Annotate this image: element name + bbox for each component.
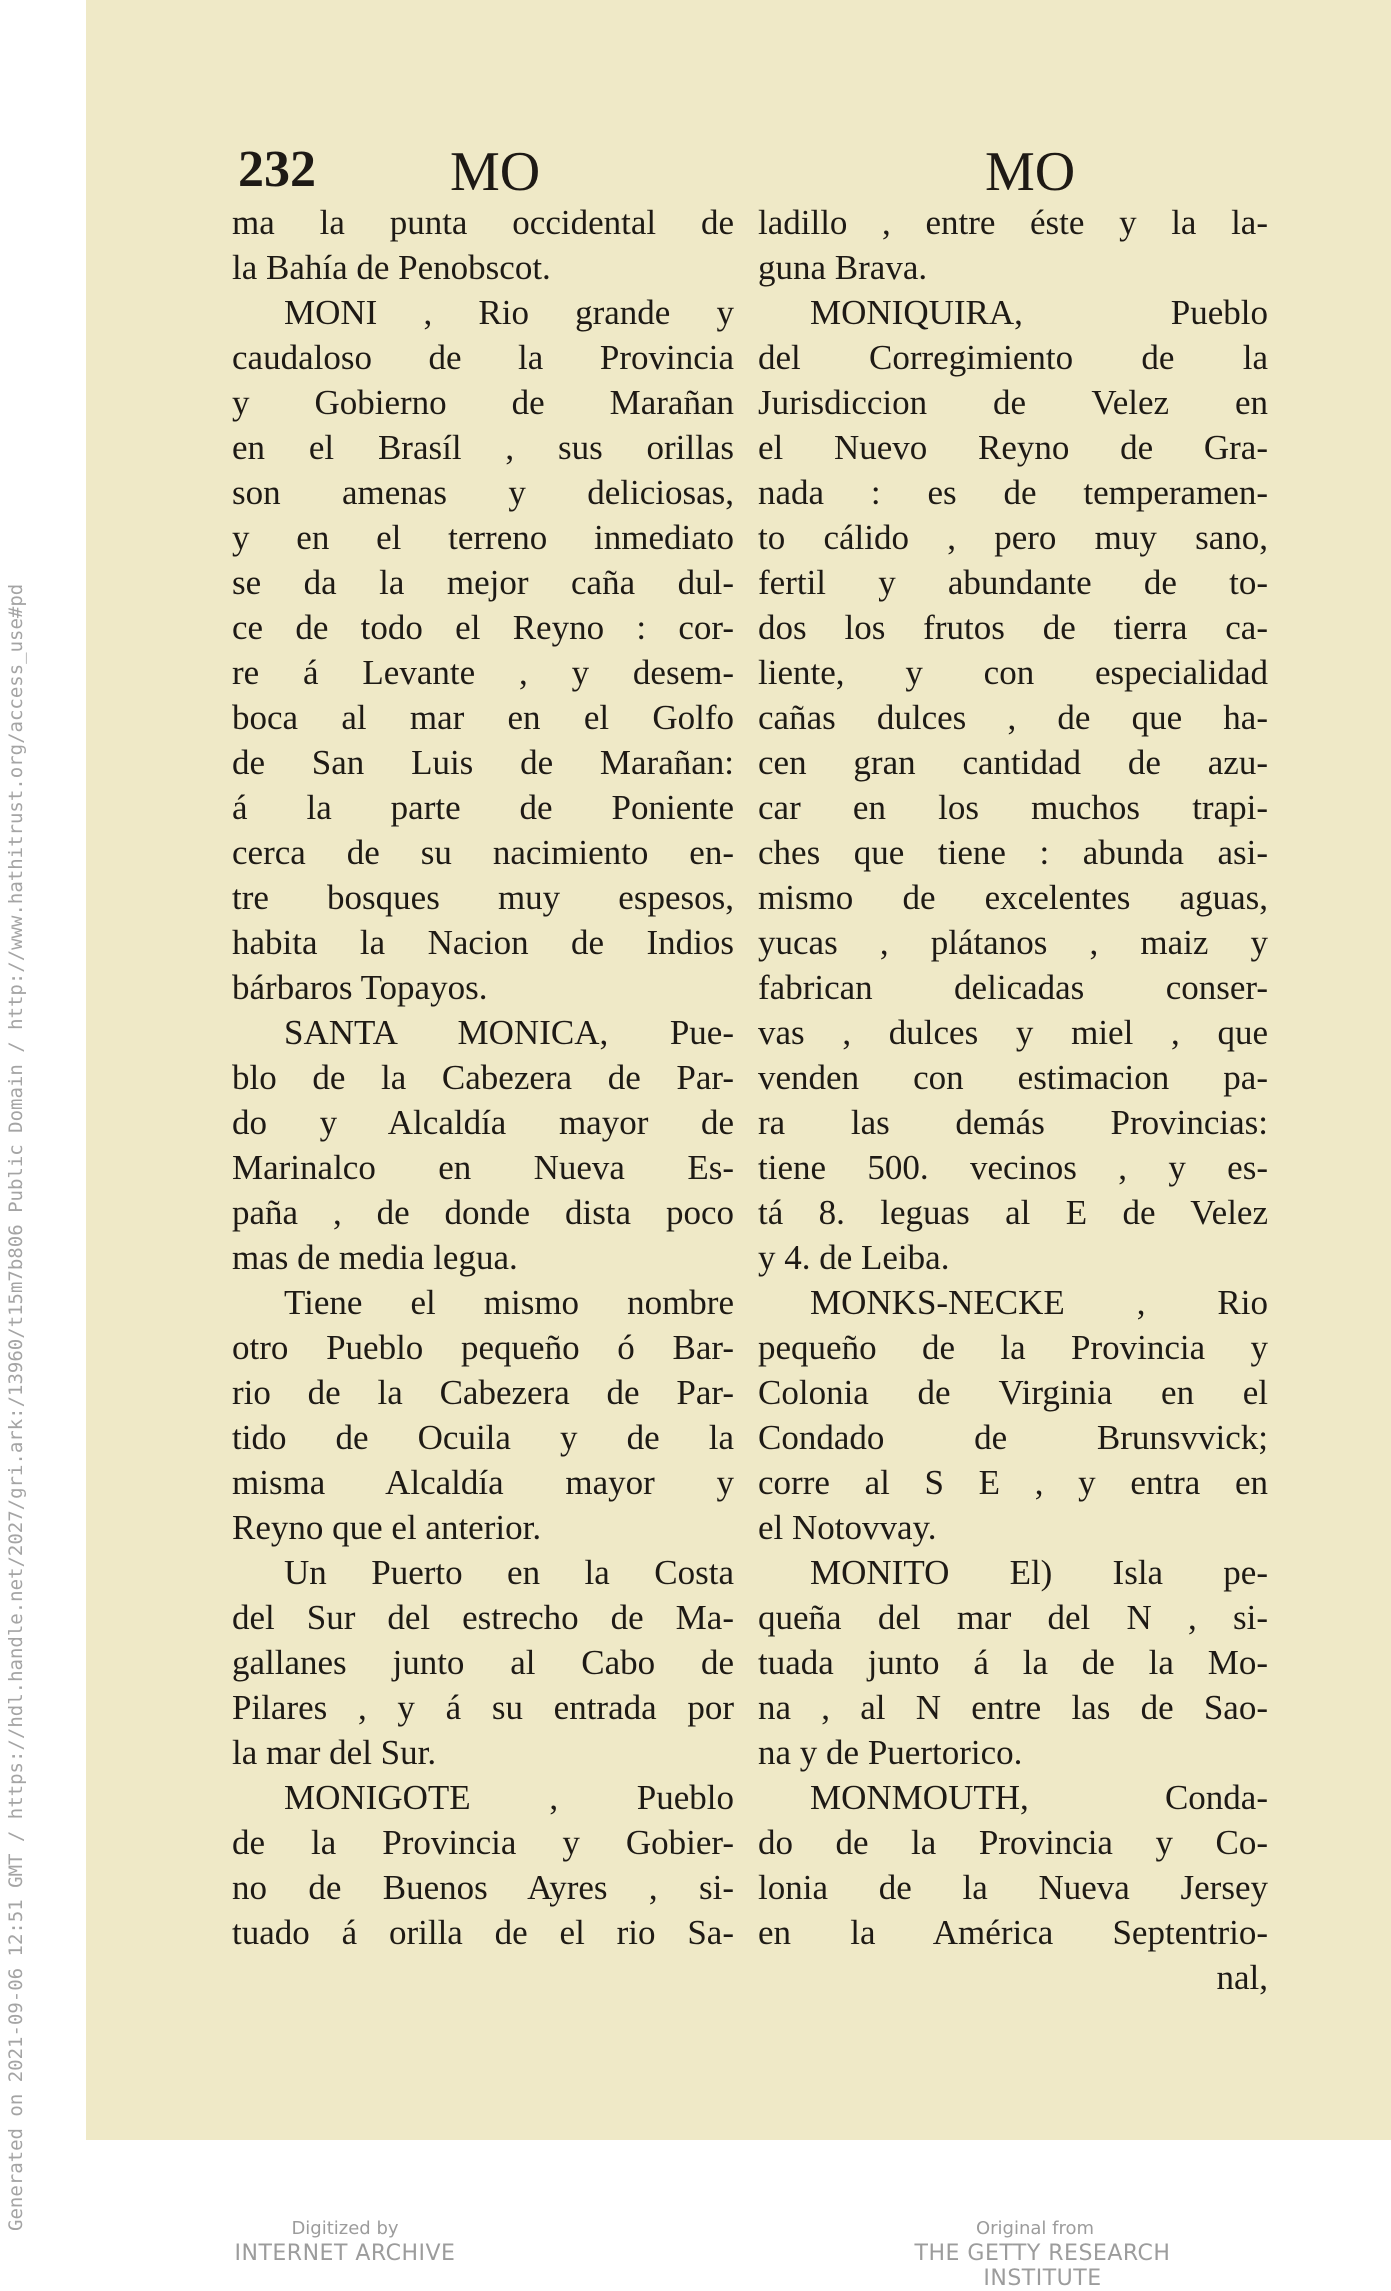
text-line: tá 8. leguas al E de Velez [758, 1193, 1268, 1232]
text-line: blo de la Cabezera de Par- [232, 1058, 734, 1097]
text-line: liente, y con especialidad [758, 653, 1268, 692]
right-text-column [758, 200, 1268, 2000]
text-line: tuada junto á la de la Mo- [758, 1643, 1268, 1682]
text-line: nada : es de temperamen- [758, 473, 1268, 512]
text-line: MONMOUTH, Conda- [810, 1778, 1268, 1817]
text-line: ches que tiene : abunda asi- [758, 833, 1268, 872]
internet-archive-label: INTERNET ARCHIVE [234, 2241, 456, 2266]
text-line: queña del mar del N , si- [758, 1598, 1268, 1637]
text-line: de la Provincia y Gobier- [232, 1823, 734, 1862]
text-line: bárbaros Topayos. [232, 968, 488, 1007]
text-line: cañas dulces , de que ha- [758, 698, 1268, 737]
text-line: no de Buenos Ayres , si- [232, 1868, 734, 1907]
text-line: SANTA MONICA, Pue- [284, 1013, 734, 1052]
text-line: y Gobierno de Marañan [232, 383, 734, 422]
text-line: na , al N entre las de Sao- [758, 1688, 1268, 1727]
text-line: del Corregimiento de la [758, 338, 1268, 377]
text-line: y 4. de Leiba. [758, 1238, 950, 1277]
text-line: do y Alcaldía mayor de [232, 1103, 734, 1142]
text-line: la Bahía de Penobscot. [232, 248, 551, 287]
text-line: y en el terreno inmediato [232, 518, 734, 557]
text-line: son amenas y deliciosas, [232, 473, 734, 512]
text-line: otro Pueblo pequeño ó Bar- [232, 1328, 734, 1367]
text-line: ra las demás Provincias: [758, 1103, 1268, 1142]
text-line: to cálido , pero muy sano, [758, 518, 1268, 557]
text-line: boca al mar en el Golfo [232, 698, 734, 737]
text-line: pequeño de la Provincia y [758, 1328, 1268, 1367]
digitized-by-label: Digitized by [291, 2218, 399, 2239]
original-from-label: Original from [975, 2218, 1095, 2239]
text-line: MONIGOTE , Pueblo [284, 1778, 734, 1817]
text-line: ma la punta occidental de [232, 203, 734, 242]
text-line: caudaloso de la Provincia [232, 338, 734, 377]
text-line: de San Luis de Marañan: [232, 743, 734, 782]
left-running-head: MO [450, 141, 541, 203]
text-line: MONIQUIRA, Pueblo [810, 293, 1268, 332]
text-line: rio de la Cabezera de Par- [232, 1373, 734, 1412]
text-line: nal, [1216, 1958, 1268, 1997]
text-line: corre al S E , y entra en [758, 1463, 1268, 1502]
text-line: cen gran cantidad de azu- [758, 743, 1268, 782]
text-line: á la parte de Poniente [232, 788, 734, 827]
text-line: na y de Puertorico. [758, 1733, 1023, 1772]
text-line: do de la Provincia y Co- [758, 1823, 1268, 1862]
text-line: gallanes junto al Cabo de [232, 1643, 734, 1682]
text-line: tiene 500. vecinos , y es- [758, 1148, 1268, 1187]
text-line: en la América Septentrio- [758, 1913, 1268, 1952]
text-line: Un Puerto en la Costa [284, 1553, 734, 1592]
left-text-column [232, 200, 734, 1955]
text-line: tuado á orilla de el rio Sa- [232, 1913, 734, 1952]
text-line: fertil y abundante de to- [758, 563, 1268, 602]
text-line: Tiene el mismo nombre [284, 1283, 734, 1322]
text-line: en el Brasíl , sus orillas [232, 428, 734, 467]
text-line: mismo de excelentes aguas, [758, 878, 1268, 917]
text-line: Colonia de Virginia en el [758, 1373, 1268, 1412]
text-line: el Nuevo Reyno de Gra- [758, 428, 1268, 467]
text-line: cerca de su nacimiento en- [232, 833, 734, 872]
text-line: MONKS-NECKE , Rio [810, 1283, 1268, 1322]
generation-note: Generated on 2021-09-06 12:51 GMT / https://hdl.handle.net/2027/gri.ark:/13960/t15m7b806 Public Domain / http://www.hathitrust.org/access_use#pd [5, 583, 27, 2231]
text-line: MONI , Rio grande y [284, 293, 734, 332]
text-line: tido de Ocuila y de la [232, 1418, 734, 1457]
text-line: dos los frutos de tierra ca- [758, 608, 1268, 647]
text-line: del Sur del estrecho de Ma- [232, 1598, 734, 1637]
text-line: yucas , plátanos , maiz y [758, 923, 1268, 962]
text-line: tre bosques muy espesos, [232, 878, 734, 917]
text-line: guna Brava. [758, 248, 928, 287]
text-line: mas de media legua. [232, 1238, 518, 1277]
text-line: Condado de Brunsvvick; [758, 1418, 1268, 1457]
text-line: misma Alcaldía mayor y [232, 1463, 734, 1502]
getty-institute-label: THE GETTY RESEARCH INSTITUTE [914, 2241, 1171, 2291]
text-line: habita la Nacion de Indios [232, 923, 734, 962]
text-line: lonia de la Nueva Jersey [758, 1868, 1268, 1907]
text-line: la mar del Sur. [232, 1733, 437, 1772]
text-line: el Notovvay. [758, 1508, 937, 1547]
page-number: 232 [238, 141, 316, 198]
text-line: vas , dulces y miel , que [758, 1013, 1268, 1052]
text-line: paña , de donde dista poco [232, 1193, 734, 1232]
text-line: car en los muchos trapi- [758, 788, 1268, 827]
right-running-head: MO [985, 141, 1076, 203]
text-line: fabrican delicadas conser- [758, 968, 1268, 1007]
text-line: Pilares , y á su entrada por [232, 1688, 734, 1727]
text-line: MONITO El) Isla pe- [810, 1553, 1268, 1592]
text-line: Jurisdiccion de Velez en [758, 383, 1268, 422]
text-line: se da la mejor caña dul- [232, 563, 734, 602]
text-line: Reyno que el anterior. [232, 1508, 542, 1547]
text-line: Marinalco en Nueva Es- [232, 1148, 734, 1187]
text-line: re á Levante , y desem- [232, 653, 734, 692]
text-line: ladillo , entre éste y la la- [758, 203, 1268, 242]
text-line: ce de todo el Reyno : cor- [232, 608, 734, 647]
text-line: venden con estimacion pa- [758, 1058, 1268, 1097]
